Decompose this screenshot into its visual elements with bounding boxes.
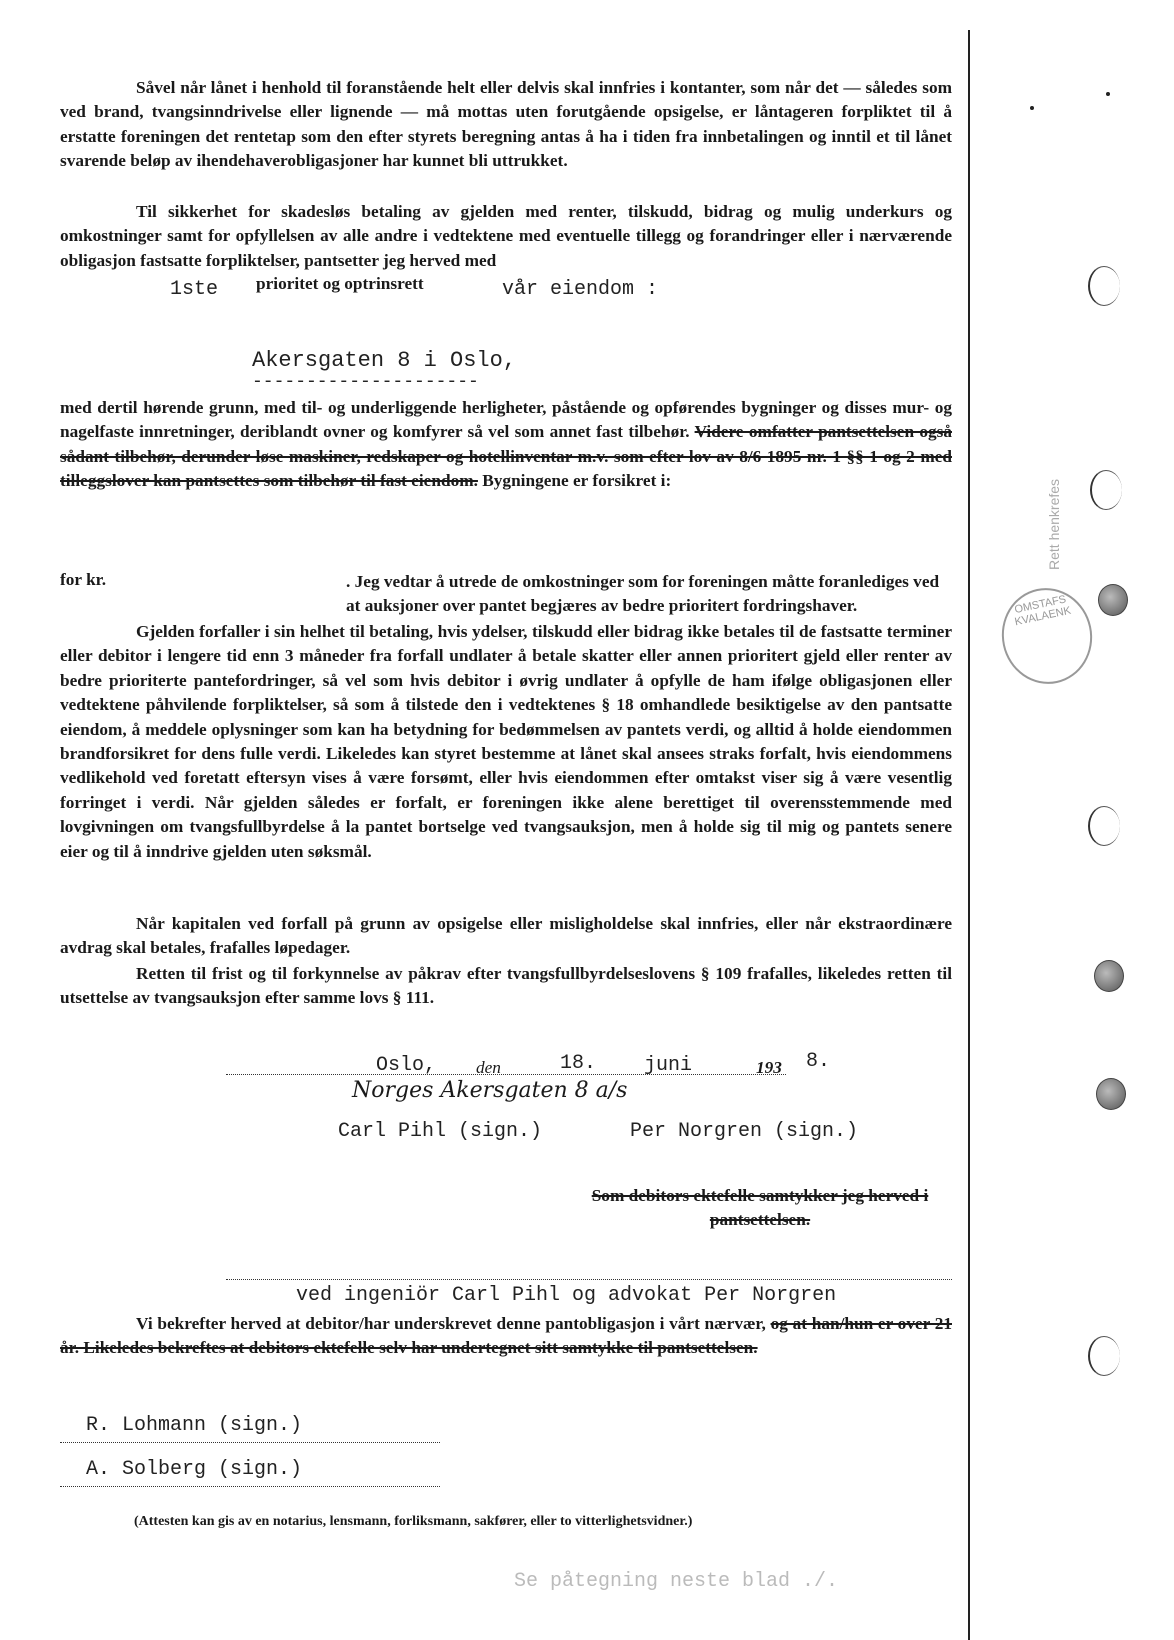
property-address: Akersgaten 8 i Oslo,: [252, 348, 517, 373]
struck-text: og at han/hun er over 21 år. Likeledes bekreftes at debitors ektefelle selv har undertegnet sitt samtykke til pantsettelsen.: [60, 1314, 952, 1358]
margin-dot: [1106, 92, 1110, 96]
attest-note: (Attesten kan gis av en notarius, lensmann, forliksmann, sakfører, eller to vitterlighetsvidner.): [134, 1514, 693, 1529]
paragraph-text: Såvel når lånet i henhold til foranstående helt eller delvis skal innfries i kontanter, som når det — således som ved brand, tvangsinndrivelse eller lignende — må mottas uten forutgående opsigelse, er låntageren forpliktet til å erstatte foreningen det rentetap som den efter styrets beregning antas å ha i tiden fra innbetalingen og inntil et til lånet svarende beløp av ihendehaverobligasjoner har kunnet bli uttrukket.: [60, 78, 952, 171]
spouse-consent-struck: Som debitors ektefelle samtykker jeg herved i pantsettelsen.: [591, 1186, 929, 1229]
date-day: 18.: [560, 1052, 597, 1075]
margin-rule: [968, 30, 970, 1640]
punch-hole: [1096, 1078, 1126, 1110]
paragraph-property: [60, 396, 952, 494]
amount-label: for kr.: [60, 570, 107, 589]
paragraph-text: Når kapitalen ved forfall på grunn av opsigelse eller misligholdelse skal innfries, eller når ekstraordinære avdrag skal betales, frafalles løpedager.: [60, 914, 952, 958]
witness-second: A. Solberg (sign.): [86, 1458, 303, 1481]
witness-intro: ved ingeniör Carl Pihl og advokat Per Norgren: [296, 1284, 837, 1307]
paragraph-text: Gjelden forfaller i sin helhet til betaling, hvis ydelser, tilskudd eller bidrag ikke betales til de fastsatte terminer eller debitor i lengere tid enn 3 måneder fra forfall undlater å betale skatter eller annen prioritert gjeld eller renter av bedre prioriterte pantefordringer, så vel som hvis debitor i øvrig undlater å opfylle de ham ifølge obligasjonen eller vedtektene påhvilende forpliktelser, så som å tilstede den i vedtektenes § 18 omhandlede besiktigelse av den pantsatte eiendom, å meddele oplysninger som kan ha betydning for bedømmelsen av pantets verdi, og alltid å holde eiendommen brandforsikret for dens fulle verdi. Likeledes kan styret bestemme at lånet skal ansees straks forfalt, hvis eiendommens vedlikehold ved foretatt eftersyn vises å være forsømt, eller hvis eiendommen efter omtakst viser sig å være vesentlig forringet i verdi. Når gjelden således er forfalt, er foreningen ikke alene berettiget til overensstemmende med lovgivningen om tvangsfullbyrdelse å la pantet bortselge ved tvangsauksjon, men å holde sig til mig og pantets senere eier og til å inndrive gjelden uten søksmål.: [60, 622, 952, 861]
handwritten-signature: Norges Akersgaten 8 a/s: [352, 1078, 628, 1103]
signer-first: Carl Pihl (sign.): [338, 1120, 543, 1143]
punch-hole: [1088, 1336, 1120, 1376]
priority-typed: 1ste: [170, 278, 219, 301]
witness-first-line: [60, 1442, 440, 1443]
paragraph-text: Bygningene er forsikret i:: [482, 471, 672, 491]
paragraph-text: Til sikkerhet for skadesløs betaling av gjelden med renter, tilskudd, bidrag og mulig underkurs og omkostninger samt for opfyllelsen av alle andre i vedtektene med eventuelle tillegg og forandringer eller i nærværende obligasjon fastsatte forpliktelser, pantsetter jeg herved med: [60, 202, 952, 270]
paragraph-text: med dertil hørende grunn, med til- og underliggende herligheter, påstående og opførendes bygninger og disses mur- og nagelfaste innretninger, deriblandt ovner og komfyrer så vel som annet fast tilbehør.: [60, 398, 952, 442]
paragraph-text: Retten til frist og til forkynnelse av påkrav efter tvangsfullbyrdelseslovens § 109 frafalles, likeledes retten til utsettelse av tvangsauksjon efter samme lovs § 111.: [60, 964, 952, 1008]
paragraph-capital: [60, 912, 952, 961]
date-den: den: [476, 1058, 501, 1077]
paragraph-witness: [60, 1312, 952, 1361]
punch-hole: [1090, 470, 1122, 510]
punch-hole: [1088, 806, 1120, 846]
witness-line: [226, 1279, 952, 1280]
margin-dot: [1030, 106, 1034, 110]
paragraph-rights: [60, 962, 952, 1011]
punch-hole: [1088, 266, 1120, 306]
punch-hole: [1098, 584, 1128, 616]
round-stamp: [993, 580, 1101, 693]
paragraph-maturity: [60, 620, 952, 864]
round-stamp-text: OMSTAFS KVALAENK: [1013, 593, 1073, 629]
paragraph-text: . Jeg vedtar å utrede de omkostninger som for foreningen måtte foranlediges ved at auksjoner over pantet begjæres av bedre prioritert fordringshaver.: [346, 572, 940, 616]
signer-second: Per Norgren (sign.): [630, 1120, 859, 1143]
date-line: [226, 1074, 786, 1075]
struck-text: Videre omfatter pantsettelsen også sådant tilbehør, derunder løse maskiner, redskaper og hotellinventar m.v. som efter lov av 8/6 1895 nr. 1 §§ 1 og 2 med tilleggslover kan pantsettes som tilbehør til fast eiendom.: [60, 422, 952, 491]
punch-hole: [1094, 960, 1124, 992]
side-stamp: Rett henkrefes: [1046, 478, 1062, 570]
paragraph-prepayment: [60, 76, 952, 174]
paragraph-text: Vi bekrefter herved at debitor/har underskrevet denne pantobligasjon i vårt nærvær,: [136, 1314, 766, 1333]
address-underline: ---------------------: [252, 372, 479, 392]
witness-second-line: [60, 1486, 440, 1487]
date-year-prefix: 193: [756, 1058, 782, 1077]
witness-first: R. Lohmann (sign.): [86, 1414, 303, 1437]
date-year-digit: 8.: [806, 1050, 831, 1073]
date-month: juni: [644, 1054, 693, 1077]
paragraph-costs-line1: [346, 570, 952, 619]
footer-note: Se påtegning neste blad ./.: [514, 1570, 839, 1593]
paragraph-security: [60, 200, 952, 273]
property-typed: vår eiendom :: [502, 278, 659, 301]
date-place: Oslo,: [376, 1054, 437, 1077]
priority-text: prioritet og optrinsrett: [256, 274, 424, 293]
